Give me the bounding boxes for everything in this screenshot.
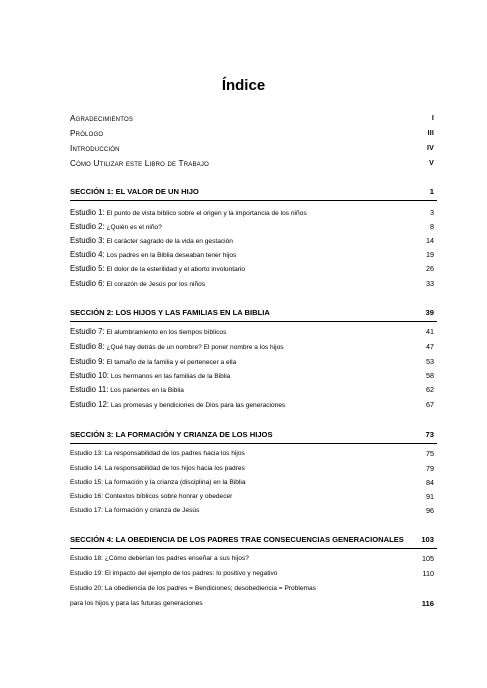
entry-title: Estudio 1: El punto de vista bíblico sobre el origen y la importancia de los niños <box>70 208 307 217</box>
entry-page: 58 <box>426 371 434 380</box>
entry-title: Introducción <box>70 144 120 153</box>
entry-page: 33 <box>426 279 434 288</box>
section-page: 103 <box>421 535 434 544</box>
entry-page: 110 <box>422 569 434 578</box>
section-page: 39 <box>425 308 434 317</box>
page-title: Índice <box>221 77 266 94</box>
entry-title: para los hijos y para las futuras generaciones <box>70 600 203 607</box>
entry-page: I <box>431 115 434 122</box>
section-divider <box>70 200 437 201</box>
section-page: 1 <box>429 187 434 196</box>
entry-title: Estudio 6: El corazón de Jesús por los niños <box>70 279 206 288</box>
entry-title: Estudio 2: ¿Quién es el niño? <box>70 222 162 231</box>
toc-entry <box>70 234 434 247</box>
entry-page: 75 <box>426 449 434 458</box>
toc-entry-continuation <box>70 597 434 610</box>
toc-entry <box>70 567 434 580</box>
section-page: 73 <box>425 430 434 439</box>
toc-entry <box>70 462 434 475</box>
entry-page: 53 <box>426 357 434 366</box>
entry-page: V <box>429 160 434 167</box>
entry-title: Estudio 7: El alumbramiento en los tiempos bíblicos <box>70 327 227 336</box>
toc-entry <box>70 490 434 503</box>
entry-page: 84 <box>426 478 434 487</box>
toc-entry <box>70 355 434 368</box>
entry-page: 116 <box>421 599 434 608</box>
toc-entry <box>70 220 434 233</box>
entry-page: 8 <box>430 222 434 231</box>
entry-page: 26 <box>426 264 434 273</box>
entry-title: Estudio 3: El carácter sagrado de la vida en gestación <box>70 236 233 245</box>
entry-title: Estudio 8: ¿Qué hay detrás de un nombre? El poner nombre a los hijos <box>70 342 284 351</box>
entry-page: 14 <box>426 236 434 245</box>
toc-entry <box>70 325 434 338</box>
entry-title: Agradecimientos <box>70 114 134 123</box>
entry-page: 105 <box>422 554 434 563</box>
entry-title: Estudio 5: El dolor de la esterilidad y el aborto involuntario <box>70 264 246 273</box>
toc-entry <box>70 476 434 489</box>
entry-page: 91 <box>426 492 434 501</box>
entry-title: Estudio 9: El tamaño de la familia y el pertenecer a ella <box>70 357 237 366</box>
toc-front-entry <box>70 142 434 155</box>
entry-title: Estudio 19: El impacto del ejemplo de los padres: lo positivo y negativo <box>70 570 278 577</box>
entry-page: 62 <box>426 385 434 394</box>
toc-section-heading <box>70 185 434 198</box>
entry-title: Estudio 18: ¿Cómo deberían los padres enseñar a sus hijos? <box>70 555 249 562</box>
section-title: SECCIÓN 3: LA FORMACIÓN Y CRIANZA DE LOS HIJOS <box>70 430 273 439</box>
toc-entry <box>70 340 434 353</box>
toc-front-entry <box>70 112 434 125</box>
toc-front-entry <box>70 157 434 170</box>
toc-entry <box>70 206 434 219</box>
entry-page: 96 <box>426 506 434 515</box>
entry-page: 47 <box>426 342 434 351</box>
entry-title: Estudio 17: La formación y crianza de Jesús <box>70 507 200 514</box>
section-title: SECCIÓN 4: LA OBEDIENCIA DE LOS PADRES TRAE CONSECUENCIAS GENERACIONALES <box>70 535 404 544</box>
toc-entry <box>70 398 434 411</box>
section-title: SECCIÓN 2: LOS HIJOS Y LAS FAMILIAS EN LA BIBLIA <box>70 308 270 317</box>
entry-title: Estudio 16: Contextos bíblicos sobre honrar y obedecer <box>70 493 233 500</box>
entry-page: 41 <box>426 327 434 336</box>
entry-title: Estudio 20: La obediencia de los padres = Bendiciones; desobediencia = Problemas <box>70 585 316 592</box>
entry-page: 3 <box>430 208 434 217</box>
entry-title: Estudio 14: La responsabilidad de los hijos hacia los padres <box>70 465 245 472</box>
toc-entry <box>70 582 434 595</box>
toc-section-heading <box>70 428 434 441</box>
entry-title: Estudio 4: Los padres en la Biblia deseaban tener hijos <box>70 250 237 259</box>
toc-entry <box>70 504 434 517</box>
toc-entry <box>70 383 434 396</box>
entry-page: III <box>427 130 434 137</box>
entry-title: Estudio 11: Los parientes en la Biblia <box>70 385 184 394</box>
toc-section-heading <box>70 306 434 319</box>
entry-title: Estudio 10: Los hermanos en las familias de la Biblia <box>70 371 231 380</box>
entry-page: 67 <box>426 400 434 409</box>
section-divider <box>70 548 437 549</box>
toc-entry <box>70 277 434 290</box>
toc-entry <box>70 369 434 382</box>
section-divider <box>70 443 437 444</box>
entry-page: 79 <box>426 464 434 473</box>
entry-title: Estudio 12: Las promesas y bendiciones de Dios para las generaciones <box>70 400 286 409</box>
toc-entry <box>70 248 434 261</box>
section-title: SECCIÓN 1: EL VALOR DE UN HIJO <box>70 187 199 196</box>
entry-title: Cómo Utilizar este Libro de Trabajo <box>70 159 209 168</box>
toc-entry <box>70 447 434 460</box>
toc-section-heading <box>70 533 434 546</box>
entry-page: IV <box>426 145 434 152</box>
entry-title: Estudio 13: La responsabilidad de los padres hacia los hijos <box>70 450 245 457</box>
entry-page: 19 <box>426 250 434 259</box>
toc-front-entry <box>70 127 434 140</box>
toc-entry <box>70 262 434 275</box>
section-divider <box>70 321 437 322</box>
entry-title: Estudio 15: La formación y la crianza (disciplina) en la Biblia <box>70 479 246 486</box>
toc-entry <box>70 552 434 565</box>
entry-title: Prólogo <box>70 129 104 138</box>
